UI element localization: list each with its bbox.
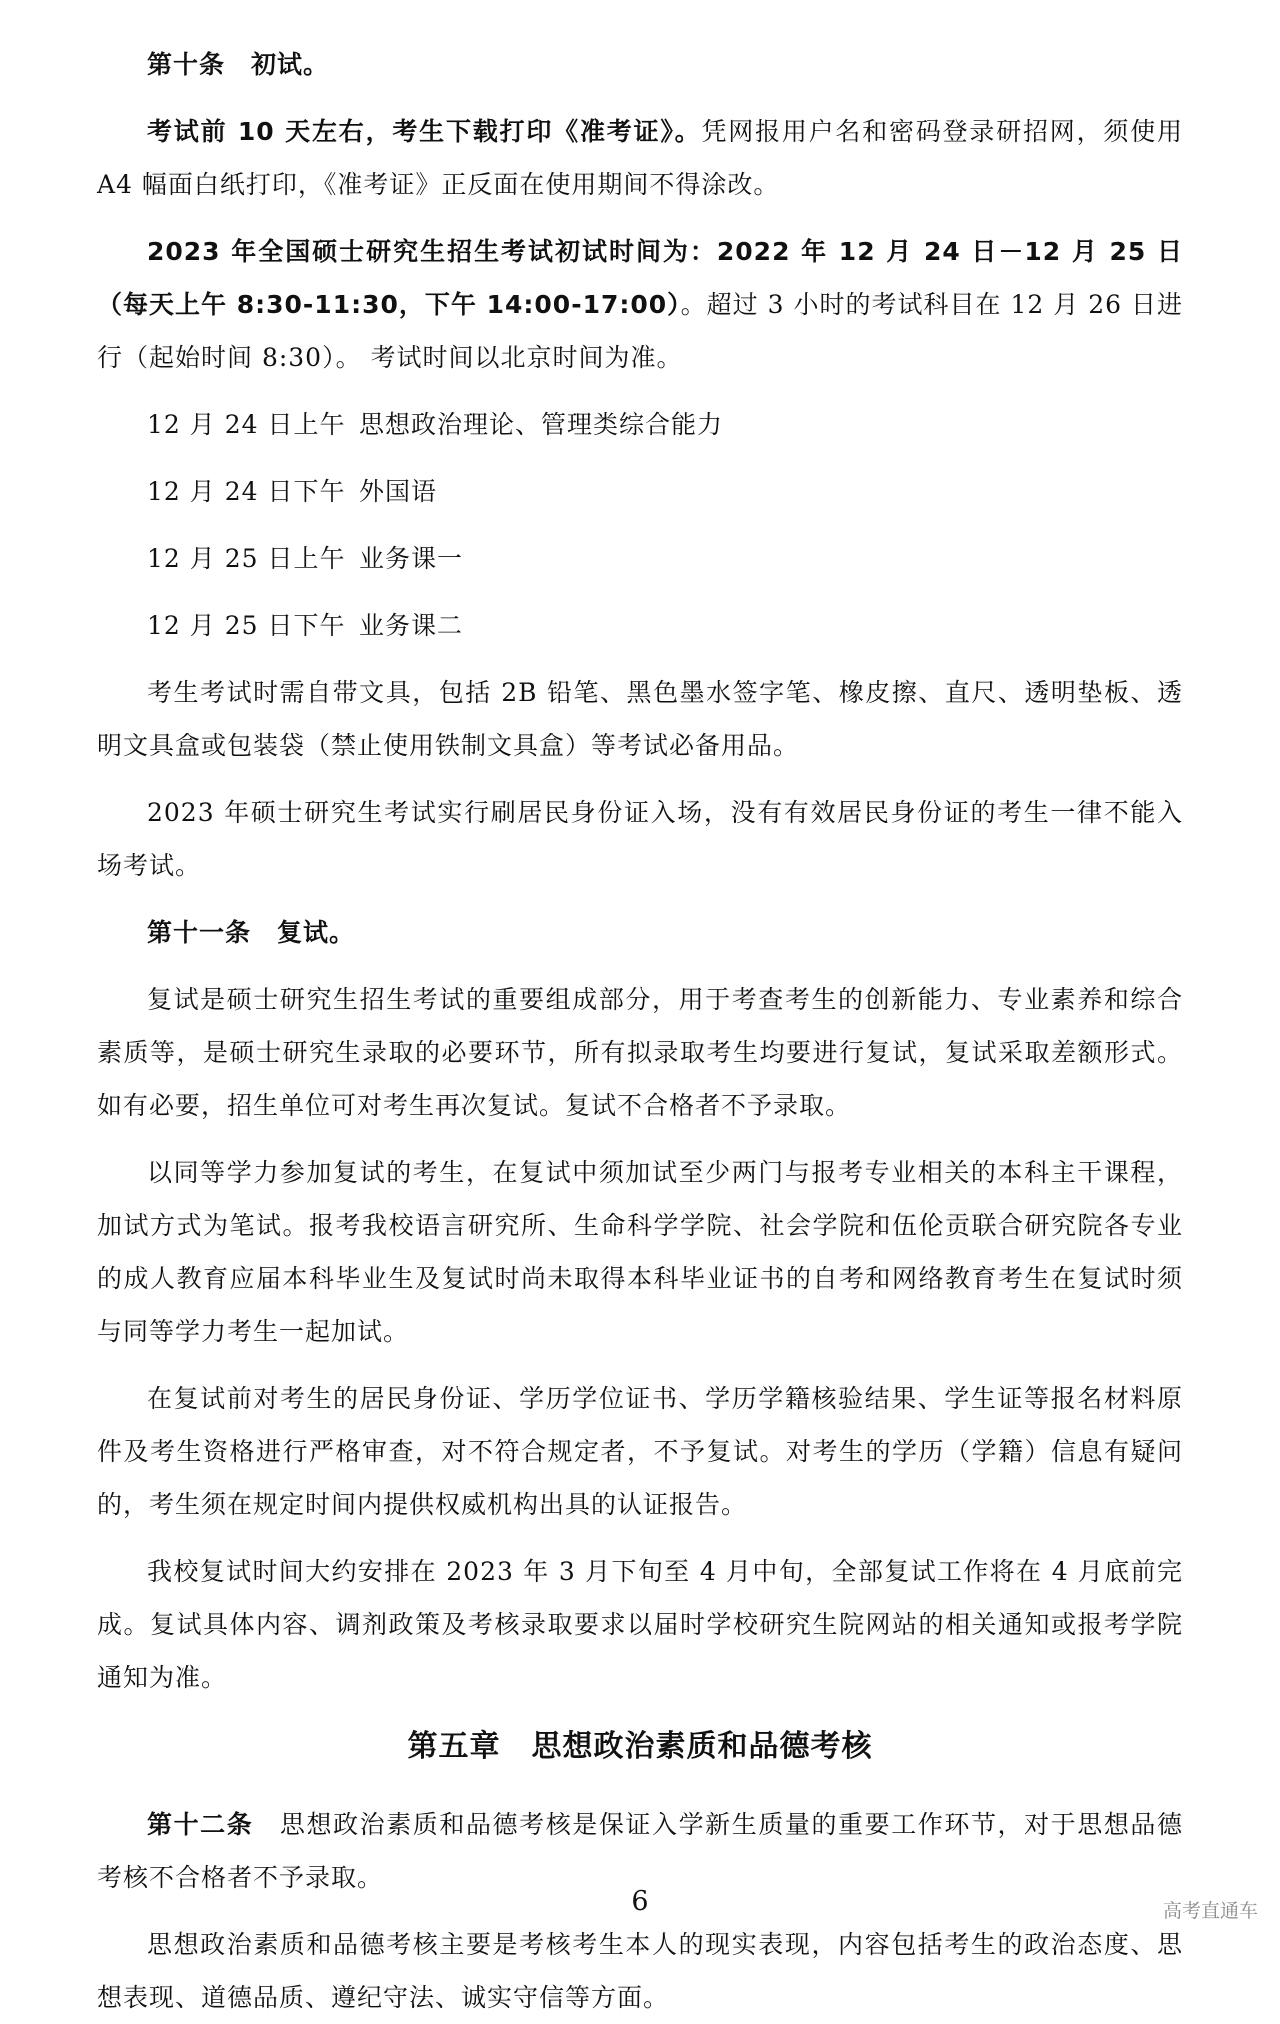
schedule-day: 12 月 25 日下午: [147, 611, 346, 640]
article-11-paragraph-1: 复试是硕士研究生招生考试的重要组成部分，用于考查考生的创新能力、专业素养和综合素质等，是硕士研究生录取的必要环节，所有拟录取考生均要进行复试，复试采取差额形式。如有必要，招生单位可对考生再次复试。复试不合格者不予录取。: [97, 985, 1183, 1120]
article-10-paragraph-3: 考生考试时需自带文具，包括 2B 铅笔、黑色墨水签字笔、橡皮擦、直尺、透明垫板、透明文具盒或包装袋（禁止使用铁制文具盒）等考试必备用品。: [97, 678, 1183, 760]
article-10-p1-bold: 考试前 10 天左右，考生下载打印《准考证》。: [147, 117, 702, 146]
chapter-5-title: 第五章 思想政治素质和品德考核: [407, 1729, 873, 1764]
schedule-subject: 思想政治理论、管理类综合能力: [359, 410, 724, 439]
article-11-number: 第十一条: [147, 918, 252, 947]
schedule-day: 12 月 24 日上午: [147, 410, 346, 439]
watermark-text: 高考直通车: [1162, 1900, 1258, 1922]
schedule-row: [97, 532, 1183, 585]
schedule-row: [97, 465, 1183, 518]
schedule-day: 12 月 25 日上午: [147, 544, 346, 573]
article-12-number: 第十二条: [147, 1810, 254, 1839]
article-10-number: 第十条: [147, 50, 226, 79]
article-11-heading: [97, 906, 1183, 959]
article-10-paragraph-4: 2023 年硕士研究生考试实行刷居民身份证入场，没有有效居民身份证的考生一律不能入场考试。: [97, 798, 1183, 880]
article-12-paragraph-2: 思想政治素质和品德考核主要是考核考生本人的现实表现，内容包括考生的政治态度、思想表现、道德品质、遵纪守法、诚实守信等方面。: [97, 1930, 1183, 2012]
article-12-p1-rest: 思想政治素质和品德考核是保证入学新生质量的重要工作环节，对于思想品德考核不合格者不予录取。: [97, 1810, 1183, 1892]
schedule-subject: 外国语: [359, 477, 438, 506]
article-10-p2-rest: 。超过 3 小时的考试科目在 12 月 26 日进行（起始时间 8:30）。 考试时间以北京时间为准。: [97, 290, 1184, 372]
article-11-paragraph-2: 以同等学力参加复试的考生，在复试中须加试至少两门与报考专业相关的本科主干课程，加试方式为笔试。报考我校语言研究所、生命科学学院、社会学院和伍伦贡联合研究院各专业的成人教育应届本科毕业生及复试时尚未取得本科毕业证书的自考和网络教育考生在复试时须与同等学力考生一起加试。: [97, 1158, 1183, 1346]
article-10-heading: [97, 38, 1183, 91]
article-10-p1-rest: 凭网报用户名和密码登录研招网，须使用 A4 幅面白纸打印，《准考证》正反面在使用期间不得涂改。: [97, 117, 1183, 199]
article-10-p2-bold: 2023 年全国硕士研究生招生考试初试时间为：2022 年 12 月 24 日－12 月 25 日（每天上午 8:30-11:30，下午 14:00-17:00）: [97, 237, 1183, 319]
page-number: 6: [631, 1886, 649, 1917]
article-11-paragraph-4: 我校复试时间大约安排在 2023 年 3 月下旬至 4 月中旬，全部复试工作将在 4 月底前完成。复试具体内容、调剂政策及考核录取要求以届时学校研究生院网站的相关通知或报考学院通知为准。: [97, 1557, 1183, 1692]
schedule-subject: 业务课一: [359, 544, 464, 573]
schedule-day: 12 月 24 日下午: [147, 477, 346, 506]
schedule-subject: 业务课二: [359, 611, 464, 640]
article-10-paragraph-2: [97, 225, 1183, 384]
article-11-paragraph-3: 在复试前对考生的居民身份证、学历学位证书、学历学籍核验结果、学生证等报名材料原件及考生资格进行严格审查，对不符合规定者，不予复试。对考生的学历（学籍）信息有疑问的，考生须在规定时间内提供权威机构出具的认证报告。: [97, 1384, 1183, 1519]
article-10-title: 初试。: [251, 50, 330, 79]
article-10-paragraph-1: [97, 105, 1183, 211]
article-11-title: 复试。: [277, 918, 356, 947]
schedule-row: [97, 599, 1183, 652]
document-page: [97, 38, 1183, 2024]
schedule-row: [97, 398, 1183, 451]
